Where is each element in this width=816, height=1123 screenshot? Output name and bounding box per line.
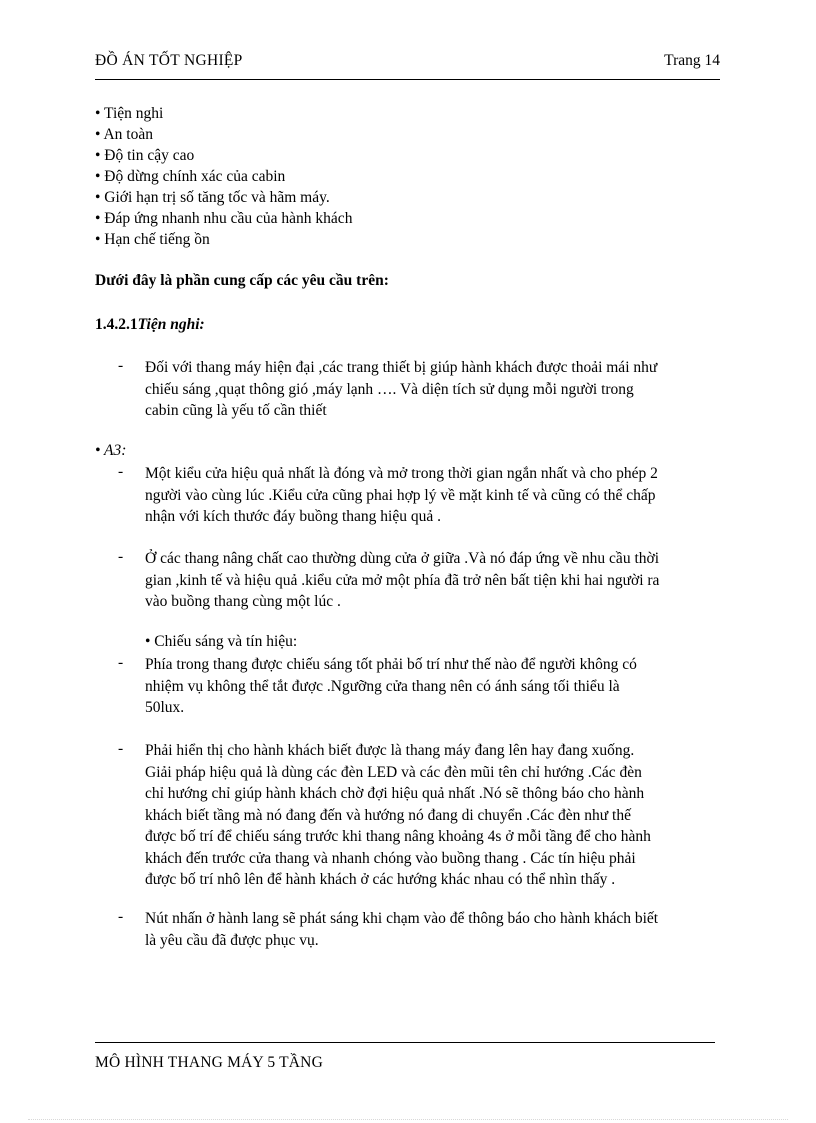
text-line: được bố trí để chiếu sáng trước khi thang nâng khoảng 4s ở mỗi tầng để cho hành <box>145 828 651 845</box>
text-line: Phía trong thang được chiếu sáng tốt phải bố trí như thế nào để người không có <box>145 656 637 673</box>
page-number: Trang 14 <box>664 52 720 69</box>
list-item: • Độ tin cậy cao <box>95 147 195 164</box>
text-line: là yêu cầu đã được phục vụ. <box>145 931 319 949</box>
dash-marker: - <box>118 654 124 671</box>
text-line: Giải pháp hiệu quả là dùng các đèn LED và các đèn mũi tên chỉ hướng .Các đèn <box>145 763 642 781</box>
dash-marker: - <box>118 463 124 480</box>
list-item: • Giới hạn trị số tăng tốc và hãm máy. <box>95 189 330 206</box>
text-line: khách đến trước cửa thang và nhanh chóng vào buồng thang . Các tín hiệu phải <box>145 849 636 867</box>
text-line: Phải hiển thị cho hành khách biết được là thang máy đang lên hay đang xuống. <box>145 742 635 759</box>
page-footer: MÔ HÌNH THANG MÁY 5 TẦNG <box>95 1054 323 1071</box>
text-line: khách biết tầng mà nó đang đến và hướng nó đang di chuyển .Các đèn như thế <box>145 806 631 824</box>
header-rule <box>95 79 720 80</box>
section-heading <box>95 316 205 334</box>
text-line: nhận với kích thước đáy buồng thang hiệu quả . <box>145 508 441 525</box>
section-name: Tiện nghi: <box>137 316 205 333</box>
text-line: Một kiểu cửa hiệu quả nhất là đóng và mở trong thời gian ngắn nhất và cho phép 2 <box>145 465 658 482</box>
text-line: vào buồng thang cùng một lúc . <box>145 593 341 610</box>
text-line: gian ,kinh tế và hiệu quả .kiểu cửa mở một phía đã trở nên bất tiện khi hai người ra <box>145 571 660 589</box>
text-line: được bố trí nhô lên để hành khách ở các hướng khác nhau có thể nhìn thấy . <box>145 871 616 888</box>
list-item: • Độ dừng chính xác của cabin <box>95 168 286 185</box>
lighting-heading: • Chiếu sáng và tín hiệu: <box>145 633 298 650</box>
dash-marker: - <box>118 740 124 757</box>
section-number: 1.4.2.1 <box>95 316 138 333</box>
list-item: • An toàn <box>95 126 153 143</box>
text-line: cabin cũng là yếu tố cần thiết <box>145 402 327 419</box>
text-line: chiếu sáng ,quạt thông gió ,máy lạnh …. Và diện tích sử dụng mỗi người trong <box>145 380 634 398</box>
dash-marker: - <box>118 357 124 374</box>
requirements-list <box>95 103 352 250</box>
a3-label: • A3: <box>95 442 127 459</box>
text-line: Ở các thang nâng chất cao thường dùng cửa ở giữa .Và nó đáp ứng về nhu cầu thời <box>145 550 659 567</box>
page-edge <box>28 1119 788 1120</box>
text-line: người vào cùng lúc .Kiểu cửa cũng phai hợp lý về mặt kinh tế và cũng có thể chấp <box>145 486 656 504</box>
dash-marker: - <box>118 548 124 565</box>
text-line: 50lux. <box>145 699 185 716</box>
intro-heading: Dưới đây là phần cung cấp các yêu cầu trên: <box>95 272 389 289</box>
dash-marker: - <box>118 908 124 925</box>
footer-rule <box>95 1042 715 1043</box>
list-item: • Tiện nghi <box>95 105 164 122</box>
list-item: • Hạn chế tiếng ồn <box>95 231 210 248</box>
text-line: Nút nhấn ở hành lang sẽ phát sáng khi chạm vào để thông báo cho hành khách biết <box>145 910 659 927</box>
text-line: nhiệm vụ không thể tắt được .Ngưỡng cửa thang nên có ánh sáng tối thiểu là <box>145 677 620 695</box>
text-line: chỉ hướng chỉ giúp hành khách chờ đợi hiệu quả nhất .Nó sẽ thông báo cho hành <box>145 785 645 802</box>
list-item: • Đáp ứng nhanh nhu cầu của hành khách <box>95 210 353 227</box>
page-header <box>95 52 720 76</box>
document-title: ĐỒ ÁN TỐT NGHIỆP <box>95 52 243 69</box>
text-line: Đối với thang máy hiện đại ,các trang thiết bị giúp hành khách được thoải mái như <box>145 359 658 376</box>
